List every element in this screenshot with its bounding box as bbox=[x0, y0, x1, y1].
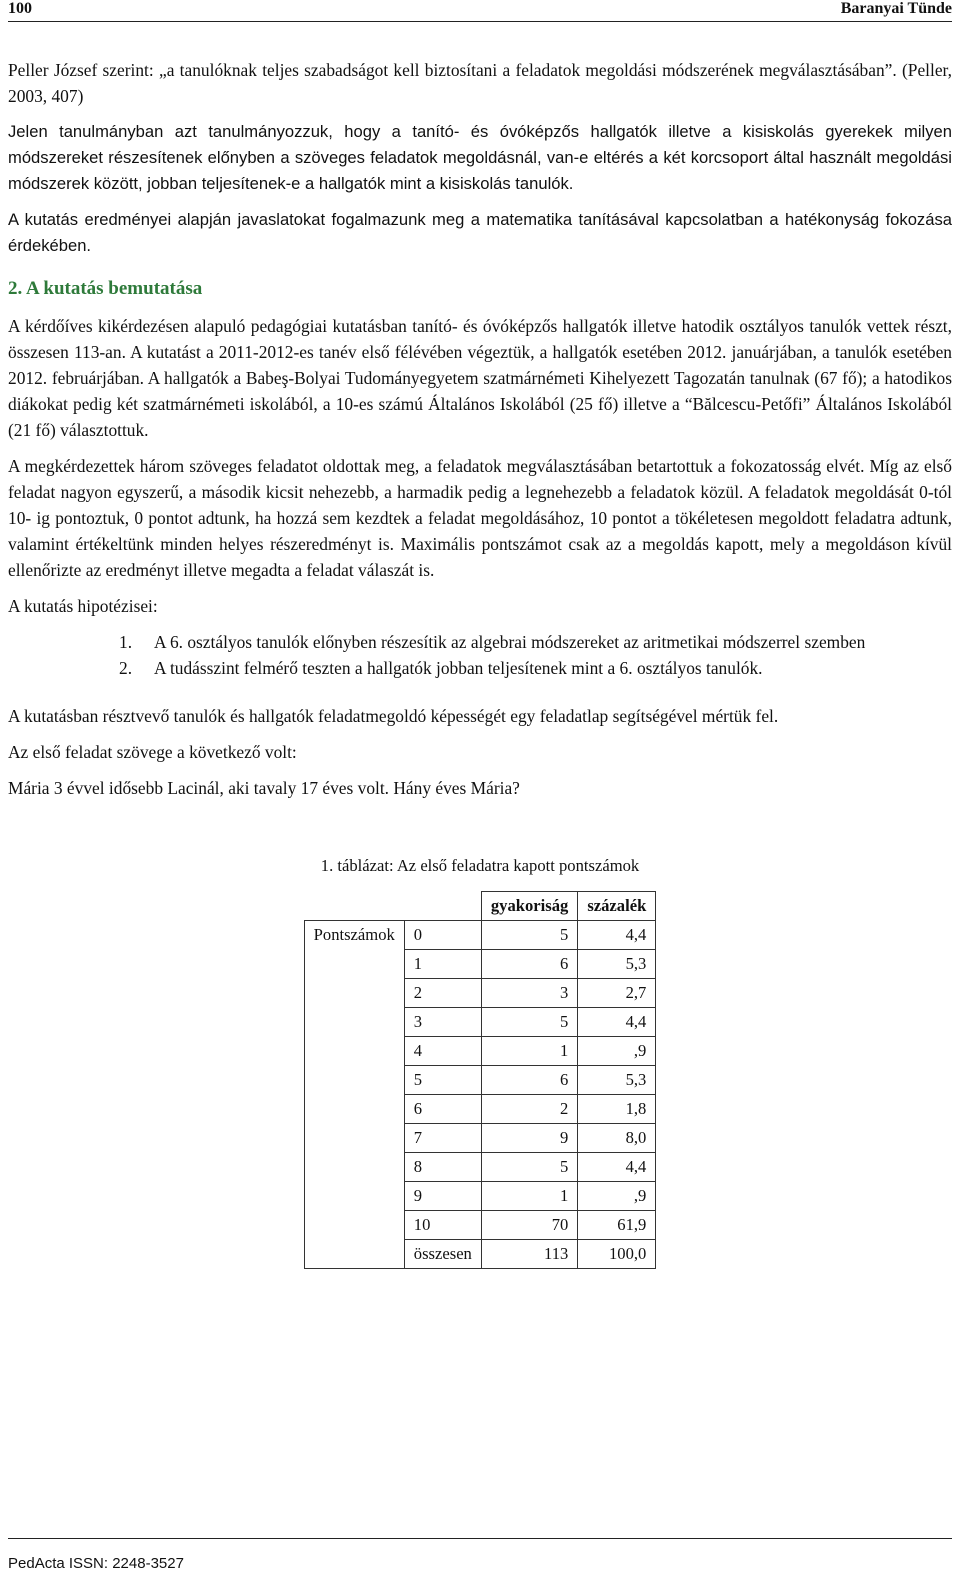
frequency-cell: 9 bbox=[481, 1124, 577, 1153]
frequency-cell: 6 bbox=[481, 1066, 577, 1095]
paragraph-first-task-intro: Az első feladat szövege a következő volt: bbox=[8, 742, 297, 762]
paragraph-tasks: A megkérdezettek három szöveges feladatot oldottak meg, a feladatok megválasztásában betartottuk a fokozatosság elvét. Míg az első feladat nagyon egyszerű, a második kicsit nehezebb, a harmadik pedig a legnehezebb a feladatok közül. A feladatok megoldását 0-tól 10- ig pontoztuk, 0 pontot adtunk, ha hozzá sem kezdtek a feladat megoldásához, 10 pontot a tökéletesen megoldott feladatra adtunk, valamint értékeltünk minden helyes részeredményt is. Maximális pontszámot csak az a megoldás kapott, mely a megoldáson kívül ellenőrizte az eredményt illetve megadta a feladat válaszát is. bbox=[8, 456, 952, 580]
page-header bbox=[8, 0, 952, 22]
page-body bbox=[8, 57, 952, 1269]
table-corner-cell bbox=[404, 892, 481, 921]
list-item bbox=[8, 629, 952, 655]
list-item-number: 2. bbox=[119, 658, 133, 678]
row-label: 6 bbox=[404, 1095, 481, 1124]
row-label: 2 bbox=[404, 979, 481, 1008]
paragraph-hypotheses-intro: A kutatás hipotézisei: bbox=[8, 596, 158, 616]
column-header-frequency: gyakoriság bbox=[481, 892, 577, 921]
row-label: összesen bbox=[404, 1240, 481, 1269]
table-caption: 1. táblázat: Az első feladatra kapott pontszámok bbox=[320, 856, 640, 875]
percent-cell: 4,4 bbox=[578, 1153, 656, 1182]
row-label: 8 bbox=[404, 1153, 481, 1182]
paragraph-proposals: A kutatás eredményei alapján javaslatokat fogalmazunk meg a matematika tanításával kapcsolatban a hatékonyság fokozása érdekében. bbox=[8, 210, 952, 255]
percent-cell: ,9 bbox=[578, 1182, 656, 1211]
page-footer bbox=[8, 1538, 952, 1577]
list-item bbox=[8, 655, 952, 681]
frequency-cell: 5 bbox=[481, 921, 577, 950]
section-heading: 2. A kutatás bemutatása bbox=[8, 278, 203, 299]
page-number: 100 bbox=[8, 0, 32, 17]
percent-cell: 1,8 bbox=[578, 1095, 656, 1124]
row-label: 0 bbox=[404, 921, 481, 950]
frequency-cell: 6 bbox=[481, 950, 577, 979]
percent-cell: 100,0 bbox=[578, 1240, 656, 1269]
percent-cell: ,9 bbox=[578, 1037, 656, 1066]
row-label: 1 bbox=[404, 950, 481, 979]
frequency-cell: 1 bbox=[481, 1037, 577, 1066]
table-row bbox=[304, 921, 656, 950]
column-header-percent: százalék bbox=[578, 892, 656, 921]
percent-cell: 5,3 bbox=[578, 1066, 656, 1095]
paragraph-methodology: A kérdőíves kikérdezésen alapuló pedagógiai kutatásban tanító- és óvóképzős hallgatók illetve hatodik osztályos tanulók vettek részt, összesen 113-an. A kutatást a 2011-2012-es tanév első félévében végeztük, a hallgatók esetében 2012. januárjában, a tanulók esetében 2012. februárjában. A hallgatók a Babeş-Bolyai Tudományegyetem szatmárnémeti Kihelyezett Tagozatán tanulnak (67 fő); a hatodikos diákokat pedig két szatmárnémeti iskolából, a 10-es számú Általános Iskolából (25 fő) illetve a “Bălcescu-Petőfi” Általános Iskolából (21 fő) választottuk. bbox=[8, 316, 952, 440]
scores-table bbox=[304, 891, 657, 1269]
row-label: 10 bbox=[404, 1211, 481, 1240]
row-label: 7 bbox=[404, 1124, 481, 1153]
percent-cell: 4,4 bbox=[578, 1008, 656, 1037]
paragraph-measurement: A kutatásban résztvevő tanulók és hallgatók feladatmegoldó képességét egy feladatlap segítségével mértük fel. bbox=[8, 706, 779, 726]
row-label: 5 bbox=[404, 1066, 481, 1095]
list-item-text: A tudásszint felmérő teszten a hallgatók jobban teljesítenek mint a 6. osztályos tanulók. bbox=[154, 658, 763, 678]
paragraph-peller-quote: Peller József szerint: „a tanulóknak teljes szabadságot kell biztosítani a feladatok megoldási módszerének megválasztásában”. (Peller, 2003, 407) bbox=[8, 60, 952, 106]
frequency-cell: 2 bbox=[481, 1095, 577, 1124]
table-header-row bbox=[304, 892, 656, 921]
percent-cell: 2,7 bbox=[578, 979, 656, 1008]
row-group-label: Pontszámok bbox=[304, 921, 404, 1269]
frequency-cell: 113 bbox=[481, 1240, 577, 1269]
list-item-text: A 6. osztályos tanulók előnyben részesítik az algebrai módszereket az aritmetikai módszerrel szemben bbox=[154, 632, 866, 652]
frequency-cell: 70 bbox=[481, 1211, 577, 1240]
frequency-cell: 5 bbox=[481, 1008, 577, 1037]
frequency-cell: 1 bbox=[481, 1182, 577, 1211]
percent-cell: 61,9 bbox=[578, 1211, 656, 1240]
paragraph-study-aim: Jelen tanulmányban azt tanulmányozzuk, hogy a tanító- és óvóképzős hallgatók illetve a kisiskolás gyerekek milyen módszereket részesítenek előnyben a szöveges feladatok megoldásnál, van-e eltérés a két korcsoport által használt megoldási módszerek között, jobban teljesítenek-e a hallgatók mint a kisiskolás tanulók. bbox=[8, 122, 952, 193]
row-label: 3 bbox=[404, 1008, 481, 1037]
percent-cell: 8,0 bbox=[578, 1124, 656, 1153]
journal-issn: PedActa ISSN: 2248-3527 bbox=[8, 1555, 184, 1572]
frequency-cell: 3 bbox=[481, 979, 577, 1008]
row-label: 4 bbox=[404, 1037, 481, 1066]
list-item-number: 1. bbox=[119, 632, 133, 652]
frequency-cell: 5 bbox=[481, 1153, 577, 1182]
paragraph-first-task: Mária 3 évvel idősebb Lacinál, aki tavaly 17 éves volt. Hány éves Mária? bbox=[8, 778, 520, 798]
running-author: Baranyai Tünde bbox=[840, 0, 952, 17]
percent-cell: 5,3 bbox=[578, 950, 656, 979]
row-label: 9 bbox=[404, 1182, 481, 1211]
hypotheses-list bbox=[8, 629, 952, 681]
percent-cell: 4,4 bbox=[578, 921, 656, 950]
table-corner-cell bbox=[304, 892, 404, 921]
